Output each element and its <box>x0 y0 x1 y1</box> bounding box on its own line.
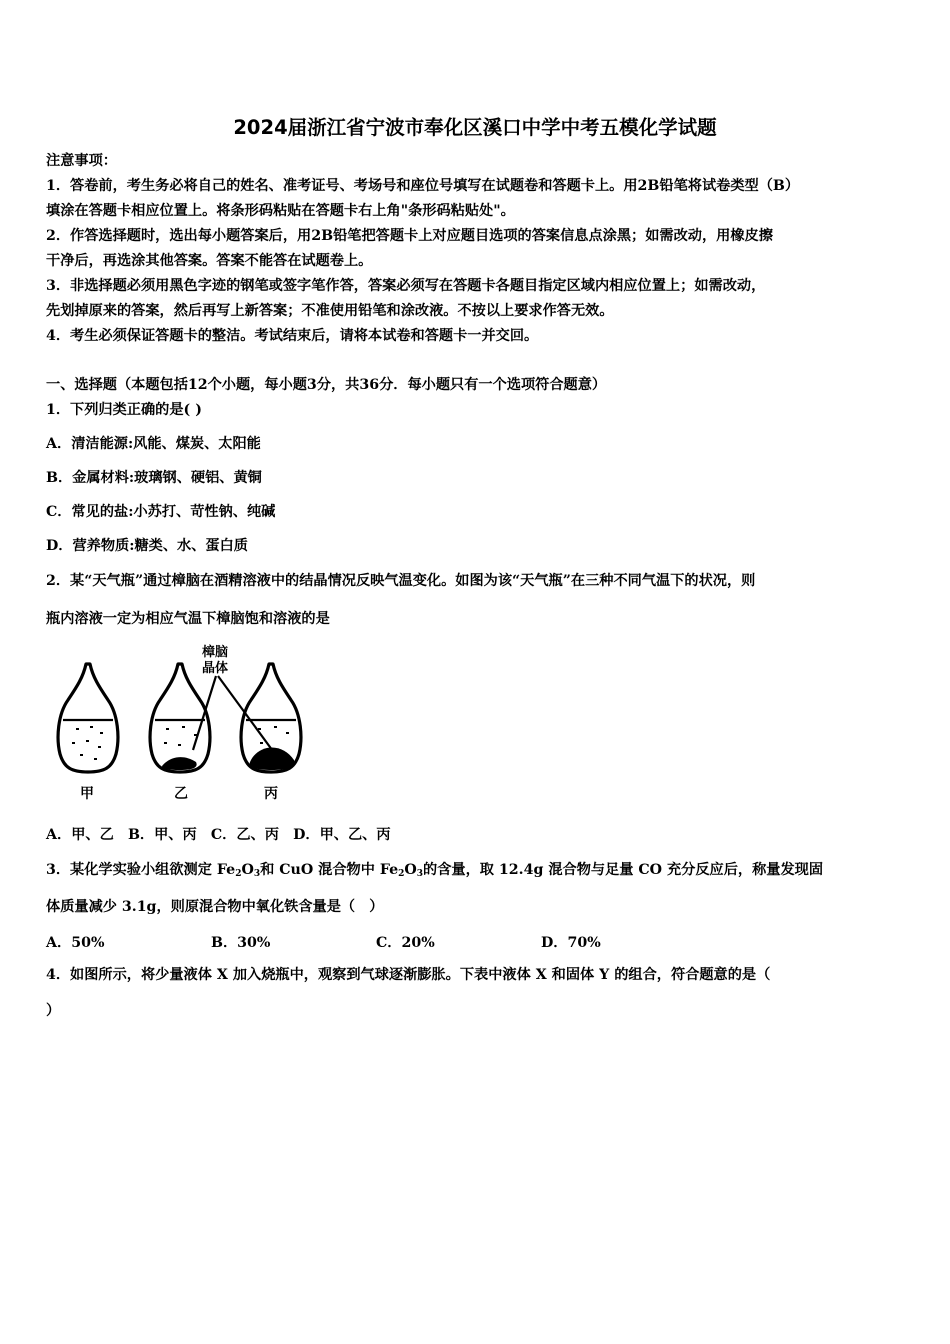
q1-stem: 1．下列归类正确的是( ) <box>46 402 202 418</box>
q1-option-a: A．清洁能源:风能、煤炭、太阳能 <box>46 436 261 452</box>
crystals-yi <box>162 757 197 770</box>
q3-stem-post: 的含量，取 12.4g 混合物与足量 CO 充分反应后，称量发现固 <box>423 862 824 878</box>
note-line-4: 干净后，再选涂其他答案。答案不能答在试题卷上。 <box>46 253 373 269</box>
note-line-3: 2．作答选择题时，选出每小题答案后，用2B铅笔把答题卡上对应题目选项的答案信息点涂黑；如需改动，用橡皮擦 <box>46 228 773 244</box>
figure-label-crystal: 晶体 <box>202 661 229 676</box>
note-line-5: 3．非选择题必须用黑色字迹的钢笔或签字笔作答，答案必须写在答题卡各题目指定区域内相应位置上；如需改动， <box>46 278 766 294</box>
flask-jia <box>58 664 118 772</box>
q4-stem-line1: 4．如图所示，将少量液体 X 加入烧瓶中，观察到气球逐渐膨胀。下表中液体 X 和固体 Y 的组合，符合题意的是（ <box>46 967 771 983</box>
flask-label-yi: 乙 <box>174 786 188 802</box>
q2-options: A．甲、乙 B．甲、丙 C．乙、丙 D．甲、乙、丙 <box>46 827 391 843</box>
q3-stem-mid: 和 CuO 混合物中 Fe <box>260 862 399 878</box>
q1-option-d: D．营养物质:糖类、水、蛋白质 <box>46 538 248 554</box>
note-line-1: 1．答卷前，考生务必将自己的姓名、准考证号、考场号和座位号填写在试题卷和答题卡上。用2B铅笔将试卷类型（B） <box>46 178 800 194</box>
q3-option-a: A．50% <box>46 935 105 951</box>
q1-option-b: B．金属材料:玻璃钢、硬铝、黄铜 <box>46 470 262 486</box>
q3-sub-a: 2 <box>235 869 242 879</box>
q3-sub-d: 3 <box>416 869 424 879</box>
crystals-bing <box>250 747 295 770</box>
q2-stem-line1: 2．某“天气瓶”通过樟脑在酒精溶液中的结晶情况反映气温变化。如图为该“天气瓶”在三种不同气温下的状况，则 <box>46 573 756 589</box>
flask-label-bing: 丙 <box>264 786 278 802</box>
section-heading: 一、选择题（本题包括12个小题，每小题3分，共36分．每小题只有一个选项符合题意） <box>46 377 607 393</box>
weather-bottle-figure <box>46 638 316 806</box>
q3-stem-pre: 3．某化学实验小组欲测定 Fe <box>46 862 236 878</box>
note-line-6: 先划掉原来的答案，然后再写上新答案；不准使用铅笔和涂改液。不按以上要求作答无效。 <box>46 303 614 319</box>
q3-option-c: C．20% <box>376 935 435 951</box>
flask-label-jia: 甲 <box>80 786 94 802</box>
flask-yi <box>150 664 210 772</box>
q3-sub-c: 2 <box>398 869 405 879</box>
note-line-2: 填涂在答题卡相应位置上。将条形码粘贴在答题卡右上角"条形码粘贴处"。 <box>46 203 515 219</box>
q4-stem-line2: ） <box>46 1003 61 1019</box>
q3-stem-line2: 体质量减少 3.1g，则原混合物中氧化铁含量是（ ） <box>46 899 384 915</box>
q3-option-b: B．30% <box>211 935 271 951</box>
page-title: 2024届浙江省宁波市奉化区溪口中学中考五模化学试题 <box>233 116 717 139</box>
q3-mid-a: O <box>241 862 254 878</box>
notes-heading: 注意事项： <box>46 153 117 169</box>
q3-sub-b: 3 <box>253 869 261 879</box>
q1-option-c: C．常见的盐:小苏打、苛性钠、纯碱 <box>46 504 276 520</box>
note-line-7: 4．考生必须保证答题卡的整洁。考试结束后，请将本试卷和答题卡一并交回。 <box>46 328 539 344</box>
q3-mid-b: O <box>404 862 417 878</box>
q3-option-d: D．70% <box>541 935 601 951</box>
q2-stem-line2: 瓶内溶液一定为相应气温下樟脑饱和溶液的是 <box>46 611 330 627</box>
q3-stem-line1 <box>46 861 823 880</box>
figure-label-camphor: 樟脑 <box>202 645 229 660</box>
